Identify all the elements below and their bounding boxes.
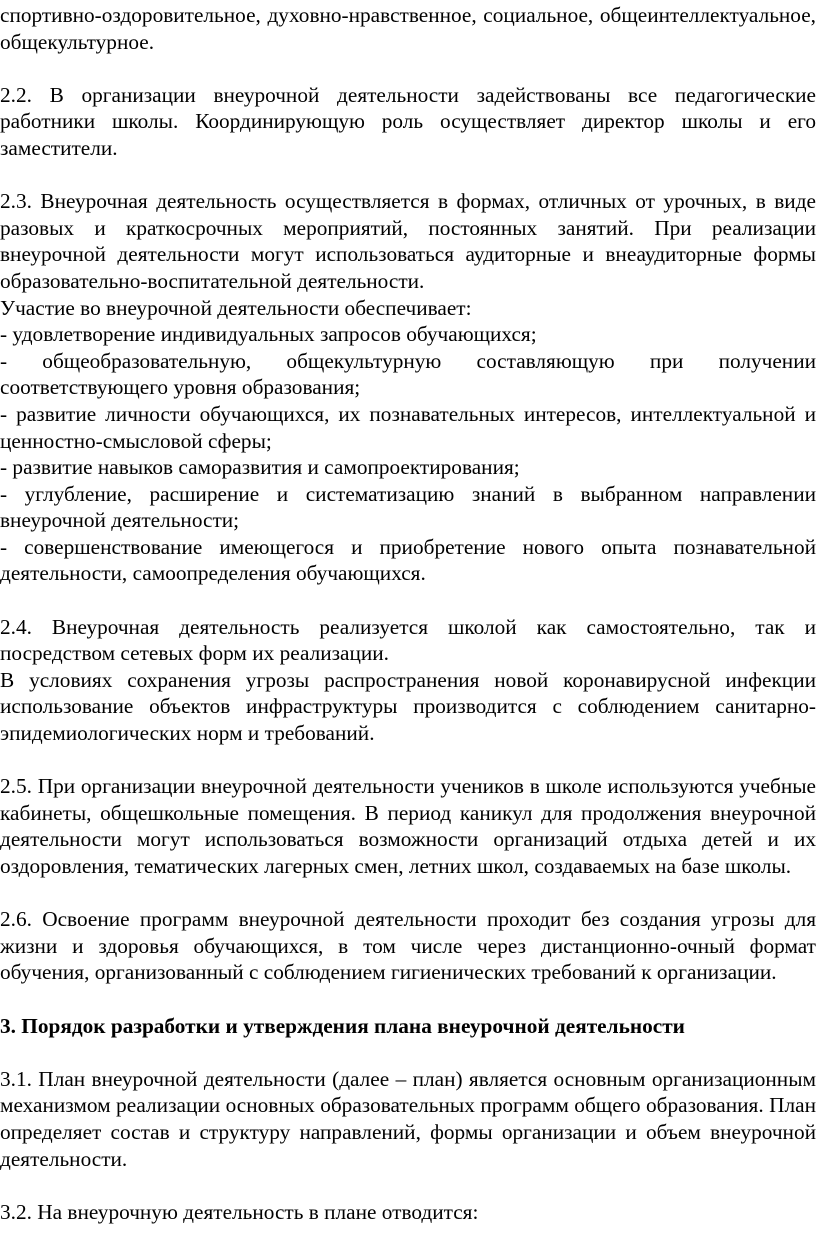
blank-line (0, 880, 816, 907)
list-item: - развитие личности обучающихся, их познавательных интересов, интеллектуальной и ценностно-смысловой сферы; (0, 401, 816, 453)
paragraph-directions-list: спортивно-оздоровительное, духовно-нравственное, социальное, общеинтеллектуальное, общекультурное. (0, 3, 816, 54)
paragraph-2-6: 2.6. Освоение программ внеурочной деятельности проходит без создания угрозы для жизни и здоровья обучающихся, в том числе через дистанционно-очный формат обучения, организованный с соблюдением гигиенических требований к организации. (0, 907, 816, 985)
paragraph-3-1: 3.1. План внеурочной деятельности (далее – план) является основным организационным механизмом реализации основных образовательных программ общего образования. План определяет состав и структуру направлений, формы организации и объем внеурочной деятельности. (0, 1066, 816, 1171)
blank-line (0, 986, 816, 1013)
blank-line (0, 1039, 816, 1066)
paragraph-2-3: 2.3. Внеурочная деятельность осуществляется в формах, отличных от урочных, в виде разовых и краткосрочных мероприятий, постоянных занятий. При реализации внеурочной деятельности могут использоваться аудиторные и внеаудиторные формы образовательно-воспитательной деятельности. (0, 189, 816, 293)
paragraph-covid-conditions: В условиях сохранения угрозы распространения новой коронавирусной инфекции использование объектов инфраструктуры производится с соблюдением санитарно-эпидемиологических норм и требований. (0, 667, 816, 746)
blank-line (0, 1172, 816, 1199)
blank-line (0, 587, 816, 614)
blank-line (0, 162, 816, 189)
list-item: - общеобразовательную, общекультурную составляющую при получении соответствующего уровня образования; (0, 348, 816, 400)
blank-line (0, 55, 816, 82)
list-item: - удовлетворение индивидуальных запросов обучающихся; (0, 322, 537, 347)
document-page (0, 2, 816, 1225)
paragraph-participation-intro: Участие во внеурочной деятельности обеспечивает: (0, 295, 472, 320)
list-item: - развитие навыков саморазвития и самопроектирования; (0, 455, 520, 480)
blank-line (0, 747, 816, 774)
list-item: - углубление, расширение и систематизацию знаний в выбранном направлении внеурочной деятельности; (0, 481, 816, 533)
section-heading-3: 3. Порядок разработки и утверждения плана внеурочной деятельности (0, 1013, 685, 1038)
paragraph-3-2: 3.2. На внеурочную деятельность в плане отводится: (0, 1199, 479, 1224)
list-item: - совершенствование имеющегося и приобретение нового опыта познавательной деятельности, самоопределения обучающихся. (0, 534, 816, 586)
paragraph-2-4: 2.4. Внеурочная деятельность реализуется школой как самостоятельно, так и посредством сетевых форм их реализации. (0, 614, 816, 666)
paragraph-2-5: 2.5. При организации внеурочной деятельности учеников в школе используются учебные кабинеты, общешкольные помещения. В период каникул для продолжения внеурочной деятельности могут использоваться возможности организаций отдыха детей и их оздоровления, тематических лагерных смен, летних школ, создаваемых на базе школы. (0, 774, 816, 878)
paragraph-2-2: 2.2. В организации внеурочной деятельности задействованы все педагогические работники школы. Координирующую роль осуществляет директор школы и его заместители. (0, 82, 816, 160)
